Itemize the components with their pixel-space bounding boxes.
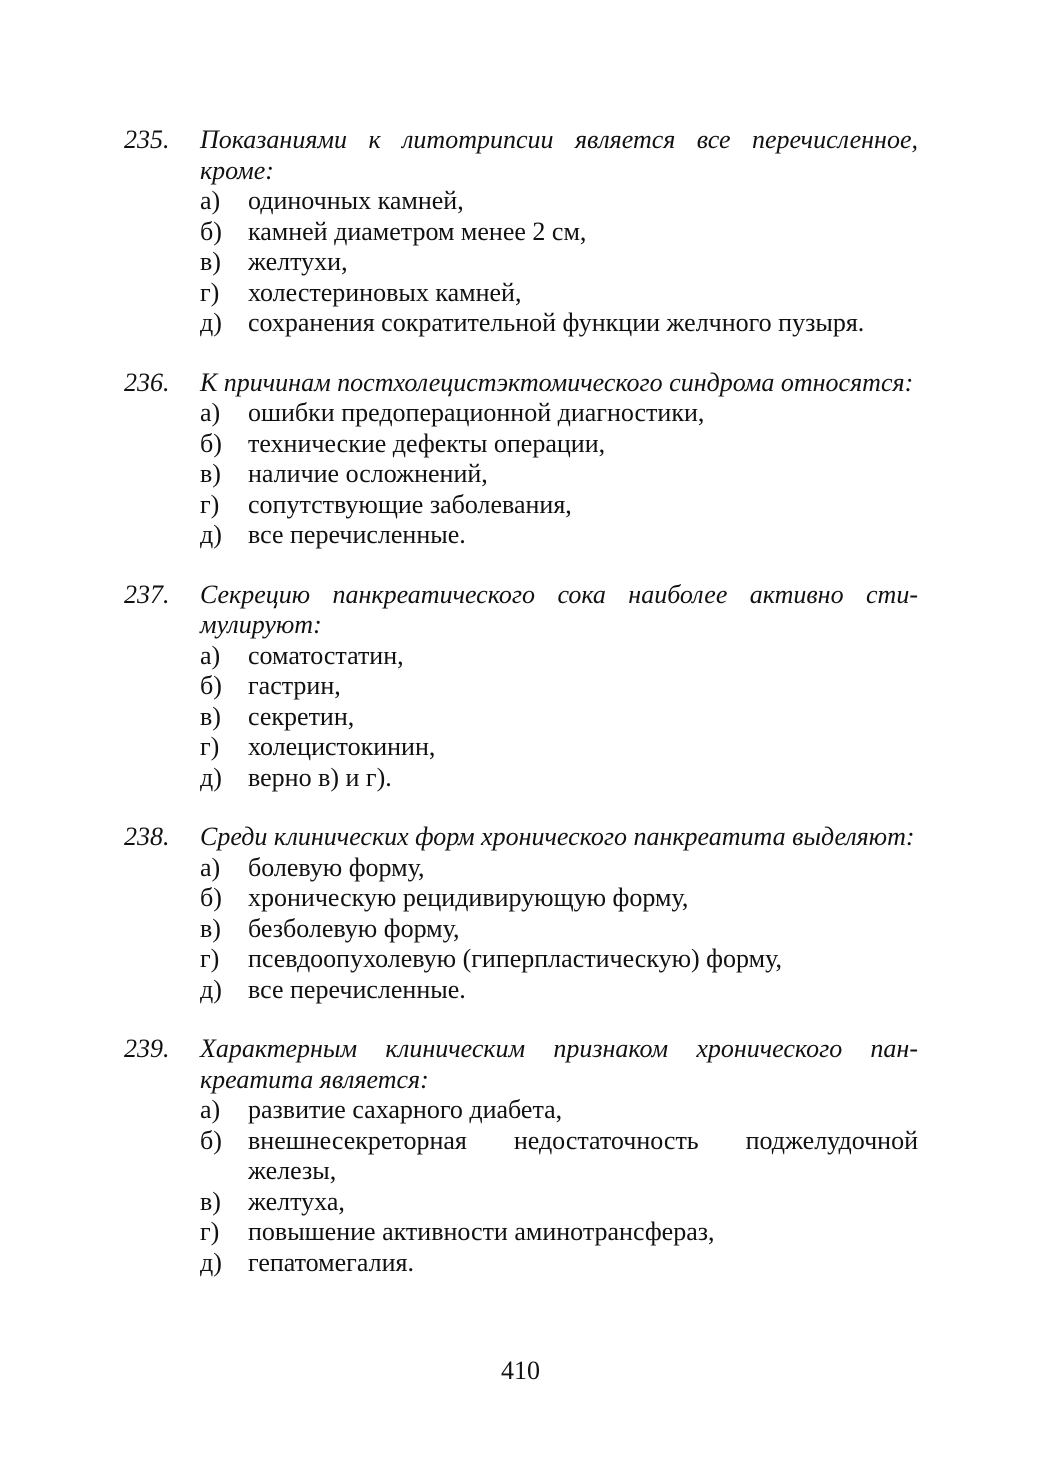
option-item (124, 702, 918, 733)
option-letter: в) (200, 459, 221, 488)
question-text: Секрецию панкреатического сока наиболее активно стимулируют: (200, 579, 918, 639)
question-text: Показаниями к литотрипсии является все перечисленное, кроме: (200, 125, 918, 185)
option-text: гепатомегалия. (248, 1247, 414, 1277)
question-238 (124, 822, 918, 1005)
option-text: холестериновых камней, (248, 277, 522, 307)
option-item (124, 398, 918, 429)
option-list (124, 398, 918, 551)
option-list (124, 641, 918, 794)
option-item (124, 186, 918, 217)
option-letter: а) (200, 640, 221, 670)
page-content (124, 125, 918, 1307)
option-item (124, 1095, 918, 1126)
option-item (124, 1217, 918, 1248)
option-letter: в) (200, 247, 221, 276)
option-list (124, 853, 918, 1006)
option-text: псевдоопухолевую (гиперпластическую) форму, (248, 944, 782, 973)
option-letter: б) (200, 671, 222, 700)
question-235 (124, 125, 918, 339)
option-item (124, 763, 918, 794)
question-head (124, 822, 918, 853)
option-item (124, 459, 918, 490)
option-letter: а) (200, 398, 221, 427)
option-item (124, 308, 918, 339)
option-text: верно в) и г). (248, 762, 392, 792)
question-239 (124, 1034, 918, 1278)
option-text: гастрин, (248, 671, 341, 700)
option-text: секретин, (248, 701, 355, 731)
option-item (124, 914, 918, 945)
option-text: сохранения сократительной функции желчного пузыря. (248, 308, 865, 337)
option-item (124, 429, 918, 460)
option-item (124, 944, 918, 975)
option-letter: г) (200, 944, 220, 973)
option-text: болевую форму, (248, 852, 425, 882)
question-236 (124, 368, 918, 551)
option-letter: б) (200, 1125, 222, 1155)
question-number: 235. (124, 125, 170, 154)
option-text: желтуха, (248, 1186, 345, 1216)
option-letter: г) (200, 277, 220, 307)
option-letter: д) (200, 1247, 222, 1277)
option-item (124, 247, 918, 278)
question-head (124, 580, 918, 641)
question-237 (124, 580, 918, 794)
option-text: технические дефекты операции, (248, 428, 606, 458)
question-text: К причинам постхолецистэктомического синдрома относятся: (200, 367, 914, 397)
question-head (124, 1034, 918, 1095)
option-text: одиночных камней, (248, 186, 464, 215)
question-head (124, 368, 918, 399)
option-text: холецистокинин, (248, 732, 436, 761)
option-letter: а) (200, 186, 221, 215)
option-letter: г) (200, 732, 220, 761)
option-letter: а) (200, 1095, 221, 1124)
option-item (124, 853, 918, 884)
question-number: 236. (124, 367, 170, 397)
option-text: хроническую рецидивирующую форму, (248, 883, 689, 912)
question-head (124, 125, 918, 186)
page-number: 410 (501, 1356, 540, 1385)
option-letter: в) (200, 913, 221, 943)
option-text: внешнесекреторная недостаточность поджелудочной железы, (248, 1125, 918, 1185)
question-text: Среди клинических форм хронического панкреатита выделяют: (200, 822, 915, 851)
option-text: сопутствующие заболевания, (248, 489, 572, 519)
option-item (124, 671, 918, 702)
option-letter: б) (200, 216, 222, 246)
option-item (124, 975, 918, 1006)
option-text: безболевую форму, (248, 913, 460, 943)
option-text: соматостатин, (248, 640, 404, 670)
option-text: все перечисленные. (248, 974, 466, 1004)
option-letter: д) (200, 762, 222, 792)
option-text: ошибки предоперационной диагностики, (248, 398, 705, 427)
option-item (124, 1126, 918, 1187)
option-item (124, 732, 918, 763)
option-text: камней диаметром менее 2 см, (248, 216, 587, 246)
option-list (124, 1095, 918, 1278)
option-letter: д) (200, 308, 222, 337)
option-text: все перечисленные. (248, 520, 466, 549)
question-number: 238. (124, 822, 170, 851)
question-number: 239. (124, 1034, 170, 1063)
option-letter: д) (200, 520, 222, 549)
option-letter: б) (200, 428, 222, 458)
option-letter: а) (200, 852, 221, 882)
option-letter: в) (200, 1186, 221, 1216)
option-text: желтухи, (248, 247, 348, 276)
question-text: Характерным клиническим признаком хронического панкреатита является: (200, 1034, 918, 1094)
option-letter: д) (200, 974, 222, 1004)
option-letter: г) (200, 1217, 220, 1246)
option-letter: в) (200, 701, 221, 731)
option-item (124, 278, 918, 309)
option-item (124, 520, 918, 551)
option-text: повышение активности аминотрансфераз, (248, 1217, 715, 1246)
option-item (124, 883, 918, 914)
option-item (124, 490, 918, 521)
option-item (124, 1248, 918, 1279)
option-item (124, 217, 918, 248)
option-item (124, 641, 918, 672)
option-letter: г) (200, 489, 220, 519)
option-text: развитие сахарного диабета, (248, 1095, 563, 1124)
option-letter: б) (200, 883, 222, 912)
option-item (124, 1187, 918, 1218)
question-number: 237. (124, 579, 170, 609)
option-list (124, 186, 918, 339)
option-text: наличие осложнений, (248, 459, 488, 488)
